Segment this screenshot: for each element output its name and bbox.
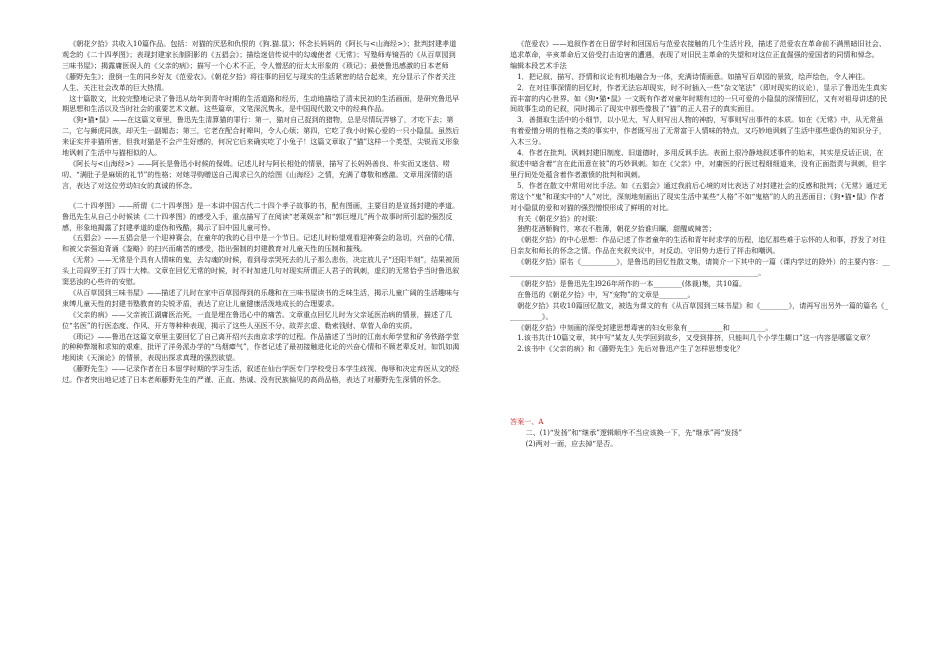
answer-label <box>510 417 890 428</box>
paragraph-significance: 这十篇散文，比较完整地记录了鲁迅从幼年到青年时期的生活道路和经历，生动地描绘了清末民初的生活画面，是研究鲁迅早期思想和生活以及当时社会的重要艺术文献。这些篇章，文笔深沉隽永，是中国现代散文中的经典作品。 <box>62 93 460 114</box>
paragraph-wuchang: 《无常》——无常是个具有人情味的鬼，去勾魂的时候，看到母亲哭死去的儿子那么悲伤，决定放儿子“还阳半刻”，结果被顶头上司阎罗王打了四十大棒。文章在回忆无常的时候，时不时加进几句对现实所谓正人君子的讽刺，虚幻的无常恰乎当时鲁迅叙窦恶浊的心些许的安慰。 <box>62 255 460 287</box>
paragraph-fan-ainong: 《范爱农》——追叙作者在日留学时和回国后与范爱农接触的几个生活片段，描述了范爱农在革命前不满黑暗旧社会、追求革命，辛亥革命后又倍受打击迫害的遭遇，表现了对旧民主革命的失望和对这位正直倔强的爱国者的同情和悼念。 <box>510 39 886 59</box>
art-point: 5．作者在散文中常用对比手法。如《五猖会》通过我前后心境的对比表达了对封建社会的反感和批判；《无常》通过无常这个“鬼”和现实中的“人”对比，深刻地刻画出了现实生活中某些“人格”不如“鬼格”的人的丑恶面目；《狗•猫•鼠》作者对小隐鼠的爱和对猫的强烈憎恨形成了鲜明的对比。 <box>510 180 887 212</box>
answer-line: (2)两对一面，应去掉“是否。 <box>525 439 618 449</box>
question-item: 在鲁迅的《朝花夕拾》中，写“宠物”的文章是________。 <box>517 289 695 299</box>
right-column <box>510 39 890 450</box>
question-item: 2.该书中《父亲的病》和《藤野先生》先后对鲁迅产生了怎样思想变化？ <box>517 344 744 354</box>
art-point: 3．善摄取生活中的小细节，以小见大，写人则写出人物的神韵，写事则写出事件的本质。如在《无常》中，从无常虽有着爱憎分明的性格之类的事实中，作者既写出了无常富于人情味的特点，又巧妙地讽刺了生活中那些虚伪的知识分子，入木三分。 <box>510 115 886 147</box>
section-heading-art: 编辑本段艺术手法 <box>510 60 567 70</box>
paragraph-baicaoyuan: 《从百草园到三味书屋》——描述了儿时在家中百草园得到的乐趣和在三味书屋读书的乏味生活，揭示儿童广阔的生活趣味与束缚儿童天性的封建书塾教育的尖锐矛盾，表达了应让儿童健康活泼地成长的合理要求。 <box>62 287 460 308</box>
question-item: 1.该书共计10篇文章，其中写“某友人失学回到故乡，又受到排挤，只能叫几个小学生糊口”这一内容是哪篇文章？ <box>517 333 874 343</box>
question-item: 《朝花夕拾》中刻画的深受封建思想毒害的妇女形象有__________和__________。 <box>517 322 773 332</box>
art-point: 2．在对往事深情的回忆时，作者无法忘却现实，时不时插入一些“杂文笔法”（即对现实的议论），显示了鲁迅先生真实而丰富的内心世界。如《狗•猫•鼠》一文既有作者对童年时期有过的一只可爱的小隐鼠的深情回忆，又有对祖母讲述的民间故事生动的记叙，同时揭示了现实中那些像极了“猫”的正人君子的真实面目。 <box>510 82 888 114</box>
spacer <box>62 192 462 201</box>
left-column <box>62 39 462 386</box>
question-item: 《朝花夕拾》是鲁迅先生l926年所作的一本________(体裁)集，共10篇。 <box>517 278 747 288</box>
art-point: 4．作者在批判、讽刺封建旧制度、旧道德时，多用反讽手法。表面上很冷静地叙述事件的始末，其实是反话正说，在叙述中暗含着“言在此而意在彼”的巧妙讽刺。如在《父亲》中，对庸医的行医过程细细道来，没有正面指责与讽刺，但字里行间处处蕴含着作者激愤的批判和讽刺。 <box>510 148 887 179</box>
paragraph-wuchang-fair: 《五猖会》——五猖会是一个迎神赛会，在童年的我的心目中是一个节日。记述儿时盼望观看迎神赛会的急切，兴奋的心情，和被父亲强迫背诵《鉴略》的扫兴而痛苦的感受，指出强制的封建教育对儿童天性的压制和摧残。 <box>62 233 460 254</box>
question-item: 朝花夕拾》共收10篇回忆散文，被选为课文的有《从百草园到三味书屋》和《________》，请再写出另外一篇的篇名《__________》。 <box>510 300 888 321</box>
art-point: 1．把记叙、描写、抒情和议论有机地融合为一体，充满诗情画意。如描写百草园的景致，绘声绘色，令人神往。 <box>517 71 870 81</box>
answer-heading: 答案一、A <box>510 417 544 427</box>
paragraph-dog-cat-mouse: 《狗•猫•鼠》——在这篇文章里，鲁迅先生清算猫的罪行：第一，猫对自己捉到的猎物，总是尽情玩弄够了，才吃下去；第二，它与狮虎同族，却天生一副媚态；第三，它老在配合时嗥叫，令人心烦；第四，它吃了我小时候心爱的一只小隐鼠。虽然后来证实并非猫所害，但我对猫是不会产生好感的，何况它后来确实吃了小兔子！这篇文章取了“猫”这样一个类型，尖锐而又形象地讽刺了生活中与猫相似的人。 <box>62 115 460 158</box>
paragraph-father-illness: 《父亲的病》——父亲被江湖庸医治死，一直是埋在鲁迅心中的痛苦。文章重点回忆儿时为父亲延医治病的情景，描述了几位“名医”的行医态度、作风、开方等种种表现，揭示了这些人巫医不分、故弄玄虚、勒索钱财、草菅人命的实质。 <box>62 309 453 330</box>
exercise-heading: 有关《朝花夕拾》的对联： <box>517 213 603 223</box>
paragraph-24-filial: 《二十四孝图》——所谓《二十四孝图》是一本讲中国古代二十四个孝子故事的书，配有图画，主要目的是宣扬封建的孝道。鲁迅先生从自己小时候读《二十四孝图》的感受入手，重点描写了在阅读“老莱娱亲”和“郭巨埋儿”两个故事时所引起的强烈反感，形象地揭露了封建孝道的虚伪和残酷，揭示了旧中国儿童可怜。 <box>62 200 460 232</box>
paragraph-fujino: 《藤野先生》——记录作者在日本留学时期的学习生活，叙述在仙台学医专门学校受日本学生歧视、侮辱和决定弃医从文的经过。作者突出地记述了日本老师藤野先生的严谨、正直、热诚、没有民族偏见的高尚品格，表达了对藤野先生深情的怀念。 <box>62 364 460 385</box>
question-item: 《朝花夕拾》的中心思想：作品记述了作者童年的生活和青年时求学的历程，追忆那些难于忘怀的人和事，抒发了对往日亲友和师长的怀念之情。作品在夹叙夹议中，对反动、守旧势力进行了抨击和嘲讽。 <box>510 235 886 256</box>
paragraph-overview: 《朝花夕拾》共收入10篇作品。包括：对猫的厌恶和仇恨的《狗.猫.鼠》；怀念长妈妈的《阿长与<山海经>》；批判封建孝道观念的《二十四孝图》；表现封建家长制阴影的《五猖会》；描绘迷信传说中的勾魂使者《无常》；写塾师寿镜吾的《从百草园到三味书屋》；揭露庸医误人的《父亲的病》；描写一个心术不正，令人憎恶的衍太太形象的《琐记》；最使鲁迅感激的日本老师《藤野先生》；澄倒一生的同乡好友《范爱农》。《朝花夕拾》将往事的回忆与现实的生活紧密的结合起来，充分显示了作者关注人生、关注社会改革的巨大热情。 <box>62 39 457 92</box>
couplet: 独酌花酒鞒胸竹，寒衣不胜薄，朝花夕拾谁归瞩，甜醒咸辣苦； <box>517 224 716 234</box>
spacer <box>510 355 890 417</box>
paragraph-suoji: 《琐记》——鲁迅在这篇文章里主要回忆了自己离开绍兴去南京求学的过程。作品描述了当时的江南水师学堂和矿务铁路学堂的种种弊端和求知的艰难，批评了洋务派办学的“乌烟瘴气”，作者记述了最初接触进化论的兴奋心情和不顾老辈反对，如饥如渴地阅读《天演论》的情景，表现出探求真理的强烈欲望。 <box>62 331 460 363</box>
question-item: 《朝花夕拾》原名《__________》，是鲁迅的回忆性散文集，请简介一下其中的一篇（课内学过的除外）的主要内容：________________________________________________________________________。 <box>510 257 890 278</box>
answer-line: 二、(1)“发扬”和“继承”逻辑顺序不当应该换一下，先“继承”再“发扬” <box>525 428 743 438</box>
paragraph-ah-chang: 《阿长与<山海经>》——阿长是鲁迅小时候的保姆。记述儿时与阿长相处的情景，描写了长妈妈善良、朴实而又迷信、唠叨、“满肚子是麻烦的礼节”的性格；对她寻购赠送自己渴求已久的绘图《山海经》之情，充满了尊敬和感激。文章用深情的语言，表达了对这位劳动妇女的真诚的怀念。 <box>62 158 453 190</box>
